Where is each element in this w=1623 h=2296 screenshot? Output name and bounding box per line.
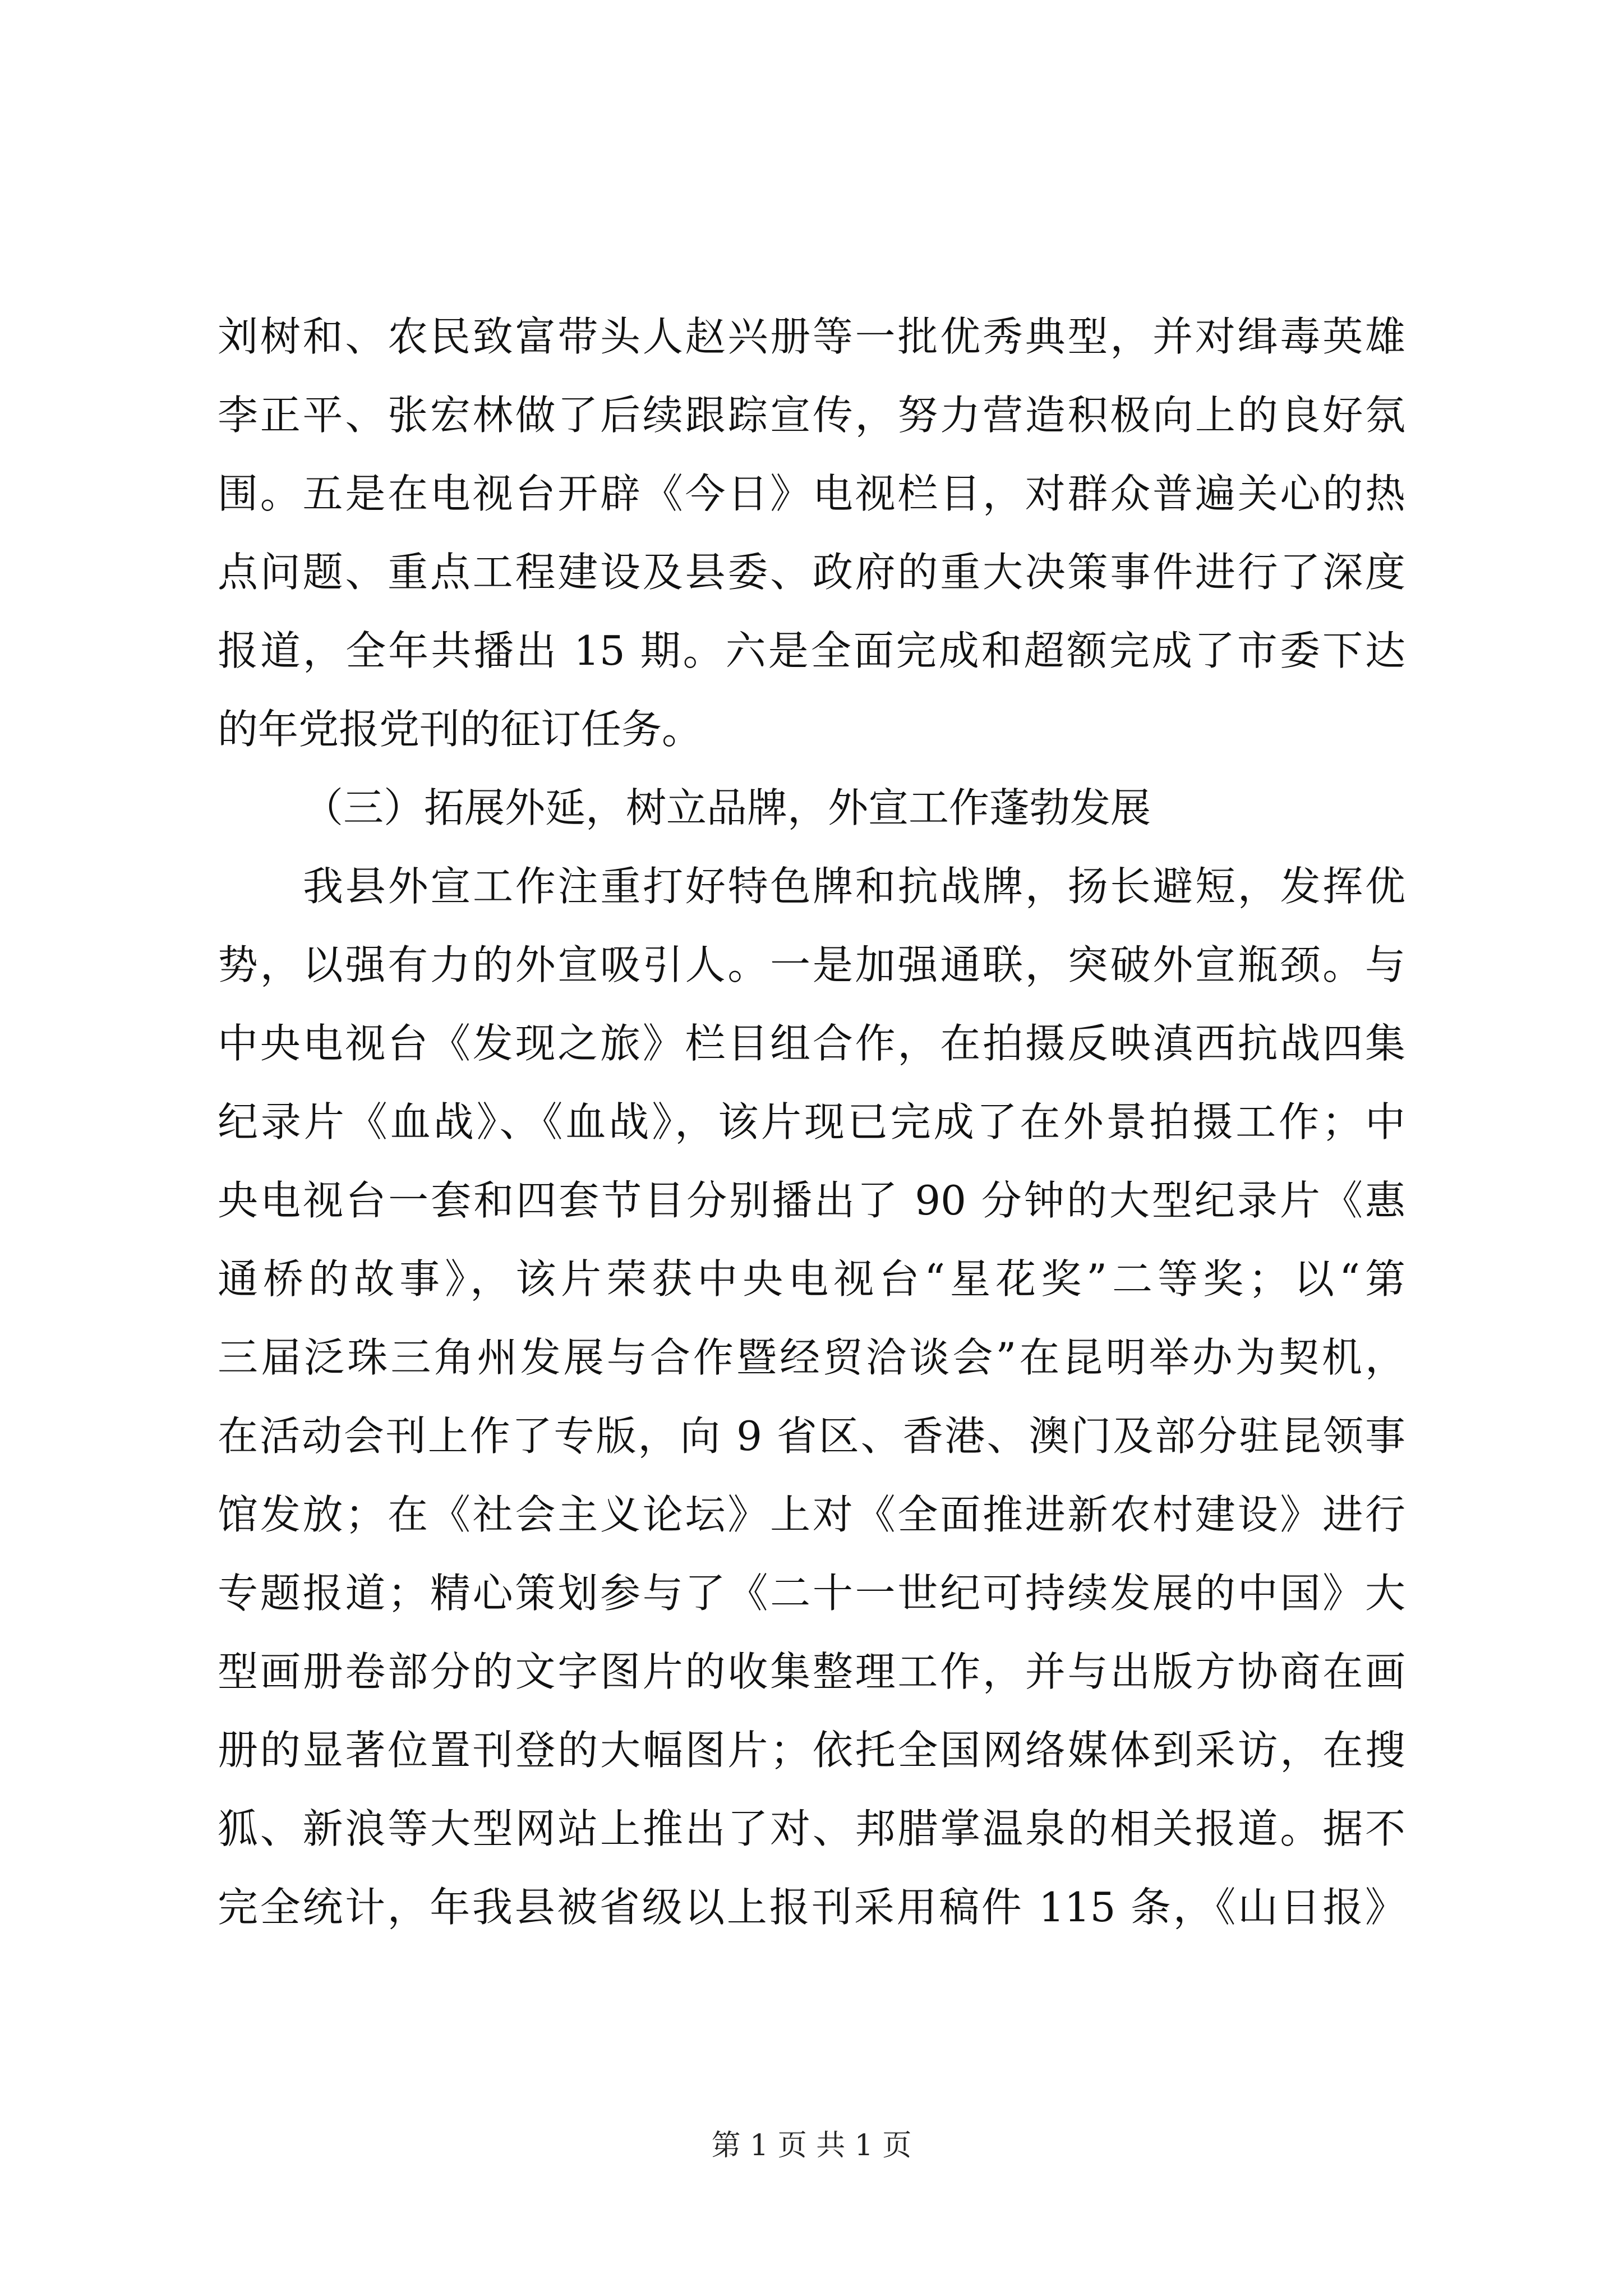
body-line: 李正平、张宏林做了后续跟踪宣传，努力营造积极向上的良好氛: [218, 392, 1405, 439]
body-line: 我县外宣工作注重打好特色牌和抗战牌，扬长避短，发挥优: [303, 863, 1405, 910]
body-line: 报道，全年共播出 15 期。六是全面完成和超额完成了市委下达: [218, 627, 1405, 674]
body-line: 围。五是在电视台开辟《今日》电视栏目，对群众普遍关心的热: [218, 470, 1405, 517]
body-line: 纪录片《血战》、《血战》，该片现已完成了在外景拍摄工作；中: [218, 1098, 1405, 1145]
body-line: 通桥的故事》，该片荣获中央电视台“星花奖”二等奖；以“第: [218, 1255, 1405, 1303]
body-line: 馆发放；在《社会主义论坛》上对《全面推进新农村建设》进行: [218, 1491, 1405, 1538]
body-line: 中央电视台《发现之旅》栏目组合作，在拍摄反映滇西抗战四集: [218, 1020, 1405, 1067]
section-heading: （三）拓展外延，树立品牌，外宣工作蓬勃发展: [303, 784, 1151, 831]
body-line: 势，以强有力的外宣吸引人。一是加强通联，突破外宣瓶颈。与: [218, 941, 1405, 988]
body-line: 在活动会刊上作了专版，向 9 省区、香港、澳门及部分驻昆领事: [218, 1412, 1405, 1460]
body-line: 三届泛珠三角州发展与合作暨经贸洽谈会”在昆明举办为契机，: [218, 1334, 1405, 1381]
body-line: 完全统计，年我县被省级以上报刊采用稿件 115 条，《山日报》: [218, 1884, 1405, 1931]
body-line: 的年党报党刊的征订任务。: [218, 706, 703, 753]
body-line: 狐、新浪等大型网站上推出了对、邦腊掌温泉的相关报道。据不: [218, 1805, 1405, 1852]
body-line: 型画册卷部分的文字图片的收集整理工作，并与出版方协商在画: [218, 1648, 1405, 1695]
body-line: 刘树和、农民致富带头人赵兴册等一批优秀典型，并对缉毒英雄: [218, 313, 1405, 360]
page-footer: 第 1 页 共 1 页: [711, 2129, 912, 2162]
body-line: 专题报道；精心策划参与了《二十一世纪可持续发展的中国》大: [218, 1570, 1405, 1617]
body-line: 册的显著位置刊登的大幅图片；依托全国网络媒体到采访，在搜: [218, 1727, 1405, 1774]
body-line: 央电视台一套和四套节目分别播出了 90 分钟的大型纪录片《惠: [218, 1177, 1405, 1224]
body-line: 点问题、重点工程建设及县委、政府的重大决策事件进行了深度: [218, 549, 1405, 596]
